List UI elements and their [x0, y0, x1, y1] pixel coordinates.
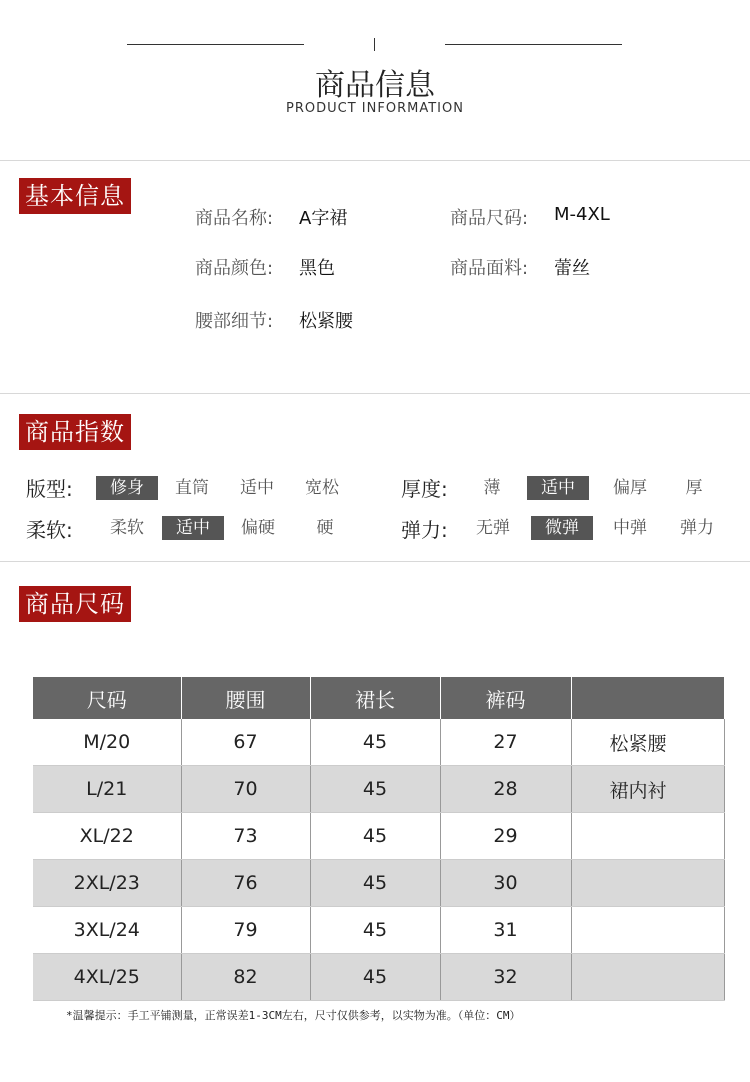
header-waist: 腰围 — [181, 677, 310, 719]
elasticity-option-medium: 中弹 — [613, 518, 647, 538]
page-subtitle: PRODUCT INFORMATION — [286, 101, 464, 116]
fit-option-loose: 宽松 — [305, 478, 339, 498]
cell-length: 45 — [310, 860, 440, 907]
thickness-option-thick: 厚 — [685, 478, 703, 498]
cell-pant-size: 31 — [440, 907, 571, 954]
cell-pant-size: 28 — [440, 766, 571, 813]
cell-length: 45 — [310, 907, 440, 954]
table-row — [33, 954, 724, 1001]
table-row — [33, 907, 724, 954]
cell-size: 4XL/25 — [33, 954, 181, 1001]
elasticity-option-high: 弹力 — [680, 518, 714, 538]
thickness-option-thin: 薄 — [483, 478, 501, 498]
field-label-fabric: 商品面料: — [450, 258, 529, 279]
softness-option-soft: 柔软 — [110, 518, 144, 538]
fit-option-straight: 直筒 — [175, 478, 209, 498]
field-label-waist: 腰部细节: — [195, 311, 274, 332]
field-label-color: 商品颜色: — [195, 258, 274, 279]
thickness-option-thickish: 偏厚 — [613, 478, 647, 498]
cell-pant-size: 30 — [440, 860, 571, 907]
table-row — [33, 813, 724, 860]
index-label-fit: 版型: — [26, 477, 73, 501]
field-label-size: 商品尺码: — [450, 208, 529, 229]
cell-waist: 82 — [181, 954, 310, 1001]
cell-note: 松紧腰 — [571, 719, 724, 766]
cell-waist: 70 — [181, 766, 310, 813]
softness-option-medium: 适中 — [162, 516, 224, 540]
cell-pant-size: 29 — [440, 813, 571, 860]
cell-length: 45 — [310, 813, 440, 860]
cell-length: 45 — [310, 719, 440, 766]
table-row — [33, 719, 724, 766]
table-row — [33, 860, 724, 907]
index-label-elasticity: 弹力: — [401, 518, 448, 542]
divider — [0, 160, 750, 161]
index-label-thickness: 厚度: — [401, 477, 448, 501]
cell-waist: 79 — [181, 907, 310, 954]
size-badge: 商品尺码 — [19, 586, 131, 622]
softness-option-firm: 偏硬 — [241, 518, 275, 538]
header-rule-left — [127, 44, 304, 45]
field-value-waist: 松紧腰 — [299, 311, 353, 332]
cell-size: L/21 — [33, 766, 181, 813]
softness-option-hard: 硬 — [316, 518, 334, 538]
cell-note — [571, 954, 724, 1001]
cell-waist: 67 — [181, 719, 310, 766]
index-label-softness: 柔软: — [26, 518, 73, 542]
cell-note — [571, 907, 724, 954]
elasticity-option-none: 无弹 — [476, 518, 510, 538]
field-value-name: A字裙 — [299, 208, 348, 229]
fit-option-regular: 适中 — [240, 478, 274, 498]
field-value-size: M-4XL — [554, 204, 610, 225]
cell-length: 45 — [310, 954, 440, 1001]
measurement-tip: *温馨提示：手工平铺测量，正常误差1-3CM左右，尺寸仅供参考，以实物为准。（单位：CM） — [66, 1009, 521, 1022]
cell-size: XL/22 — [33, 813, 181, 860]
field-label-name: 商品名称: — [195, 208, 274, 229]
index-badge: 商品指数 — [19, 414, 131, 450]
field-value-color: 黑色 — [299, 258, 335, 279]
cell-size: 2XL/23 — [33, 860, 181, 907]
header-rule-right — [445, 44, 622, 45]
size-table — [33, 677, 725, 1001]
cell-size: M/20 — [33, 719, 181, 766]
elasticity-option-slight: 微弹 — [531, 516, 593, 540]
field-value-fabric: 蕾丝 — [554, 258, 590, 279]
header-tick — [374, 38, 375, 51]
cell-note — [571, 813, 724, 860]
basic-info-badge: 基本信息 — [19, 178, 131, 214]
table-header-row — [33, 677, 724, 719]
page-title: 商品信息 — [315, 68, 435, 103]
cell-note: 裙内衬 — [571, 766, 724, 813]
cell-waist: 76 — [181, 860, 310, 907]
divider — [0, 393, 750, 394]
header-length: 裙长 — [310, 677, 440, 719]
divider — [0, 561, 750, 562]
cell-length: 45 — [310, 766, 440, 813]
header-pant-size: 裤码 — [440, 677, 571, 719]
header-note — [571, 677, 724, 719]
cell-size: 3XL/24 — [33, 907, 181, 954]
cell-pant-size: 32 — [440, 954, 571, 1001]
cell-note — [571, 860, 724, 907]
table-row — [33, 766, 724, 813]
cell-pant-size: 27 — [440, 719, 571, 766]
cell-waist: 73 — [181, 813, 310, 860]
thickness-option-medium: 适中 — [527, 476, 589, 500]
fit-option-slim: 修身 — [96, 476, 158, 500]
header-size: 尺码 — [33, 677, 181, 719]
